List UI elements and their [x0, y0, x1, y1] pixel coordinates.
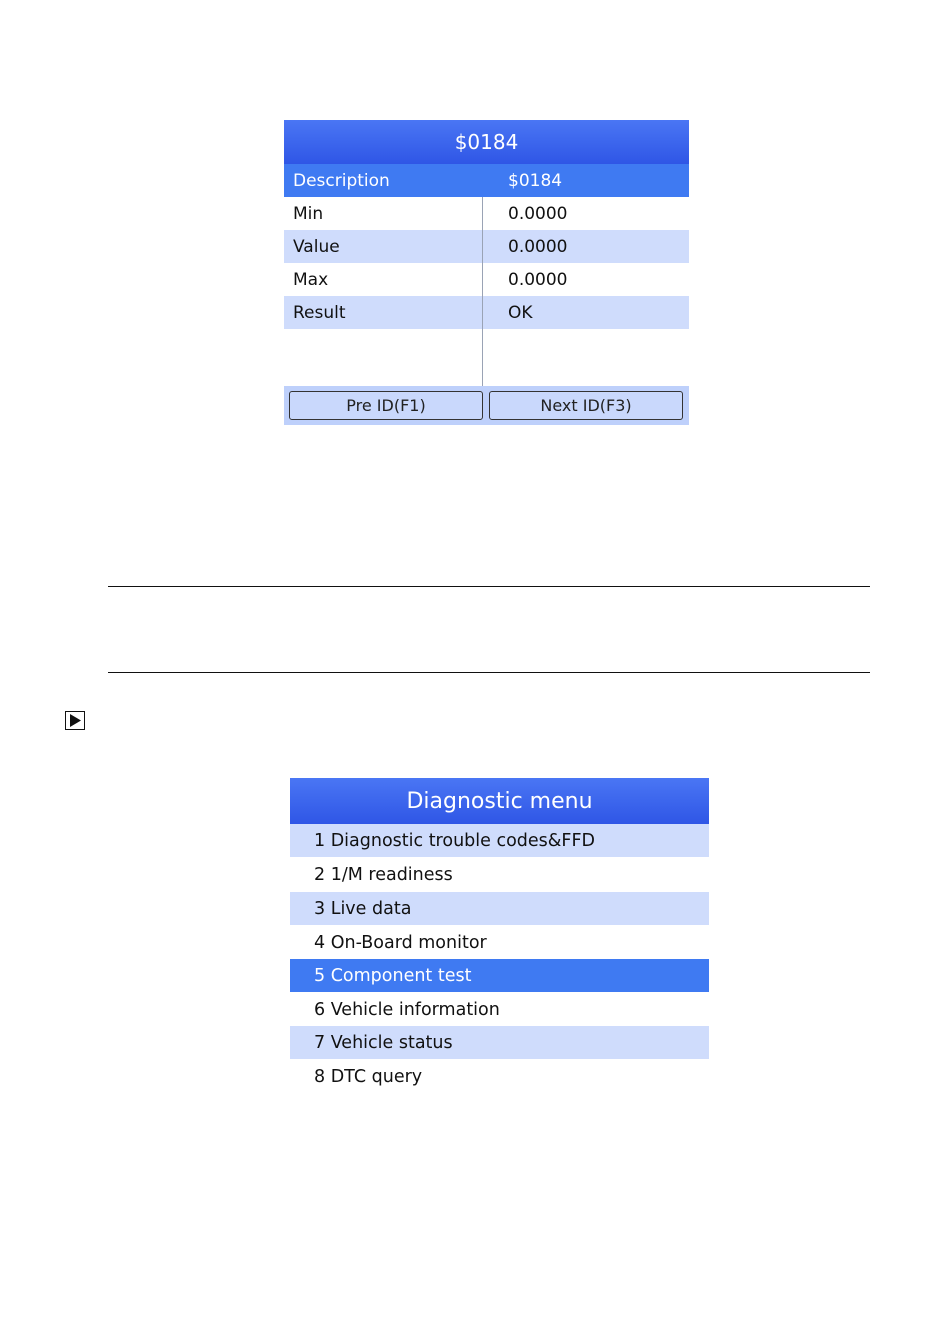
value-label: Value — [293, 236, 340, 257]
menu-item-vehicle-information[interactable]: 6 Vehicle information — [314, 999, 500, 1020]
test-result-screen — [284, 120, 689, 425]
result-row — [284, 296, 689, 329]
result-value: OK — [508, 302, 533, 323]
value-row — [284, 230, 689, 263]
min-row — [284, 197, 689, 230]
max-row — [284, 263, 689, 296]
description-value: $0184 — [508, 170, 563, 191]
column-divider — [482, 197, 483, 386]
min-label: Min — [293, 203, 324, 224]
pre-id-button[interactable]: Pre ID(F1) — [289, 391, 483, 420]
separator-top — [108, 586, 870, 587]
menu-item-dtc-query[interactable]: 8 DTC query — [314, 1066, 423, 1087]
description-row — [284, 164, 689, 197]
menu-title: Diagnostic menu — [290, 778, 709, 824]
result-label: Result — [293, 302, 346, 323]
diagnostic-menu-screen — [290, 778, 709, 1095]
button-bar — [284, 386, 689, 425]
value-value: 0.0000 — [508, 236, 568, 257]
next-id-button[interactable]: Next ID(F3) — [489, 391, 683, 420]
menu-item-diagnostic-trouble-codes[interactable]: 1 Diagnostic trouble codes&FFD — [290, 824, 709, 857]
max-value: 0.0000 — [508, 269, 568, 290]
menu-item-im-readiness[interactable]: 2 1/M readiness — [314, 864, 453, 885]
min-value: 0.0000 — [508, 203, 568, 224]
menu-item-component-test[interactable]: 5 Component test — [290, 959, 709, 992]
menu-item-vehicle-status[interactable]: 7 Vehicle status — [290, 1026, 709, 1059]
menu-item-on-board-monitor[interactable]: 4 On-Board monitor — [314, 932, 487, 953]
max-label: Max — [293, 269, 329, 290]
separator-bottom — [108, 672, 870, 673]
screen-title: $0184 — [284, 120, 689, 164]
menu-item-live-data[interactable]: 3 Live data — [290, 892, 709, 925]
description-label: Description — [293, 170, 390, 191]
play-arrow-icon — [65, 711, 85, 730]
